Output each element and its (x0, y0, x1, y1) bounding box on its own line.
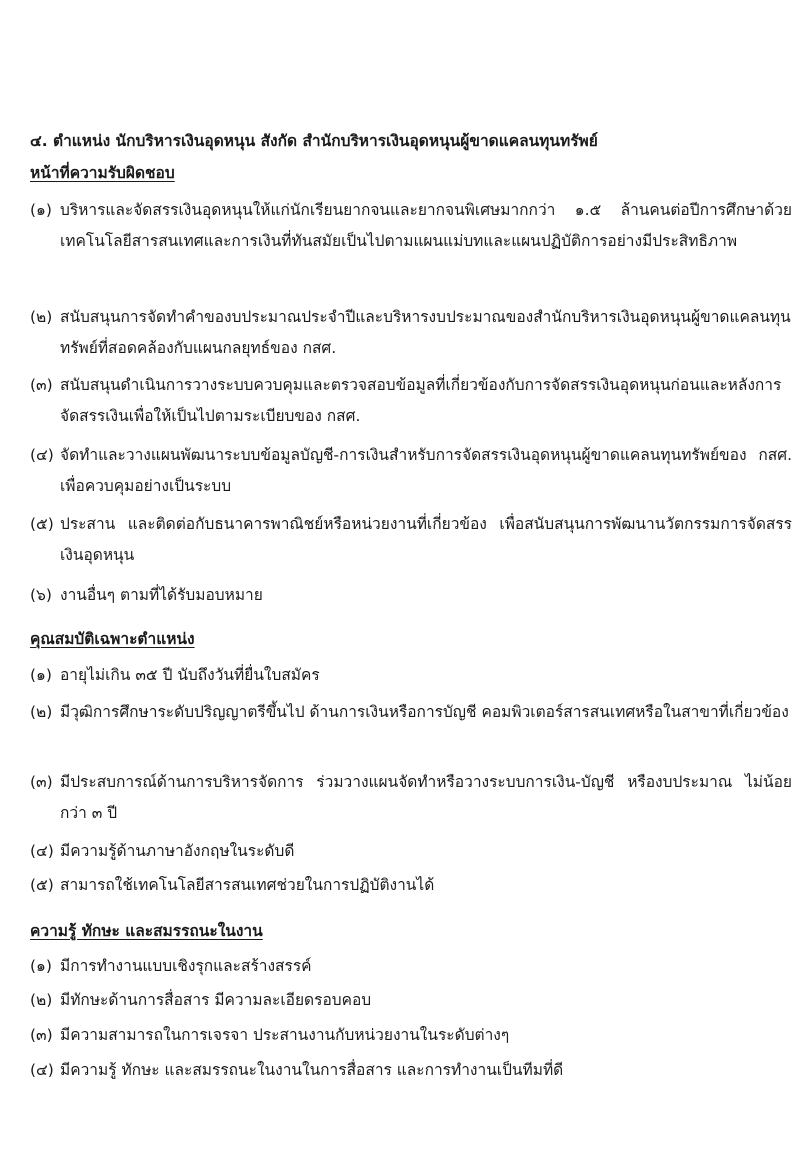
list-item-text: มีวุฒิการศึกษาระดับปริญญาตรีขึ้นไป ด้านการเงินหรือการบัญชี คอมพิวเตอร์สารสนเทศหรือในสาขาที่เกี่ยวข้อง (60, 703, 789, 721)
list-item-number: (๔) (30, 1061, 54, 1079)
list-item (30, 767, 792, 829)
list-item (30, 195, 792, 257)
list-item-text: มีความสามารถในการเจรจา ประสานงานกับหน่วยงานในระดับต่างๆ (60, 1026, 510, 1044)
list-item (30, 370, 792, 432)
list-item (30, 985, 792, 1016)
list-item-text: มีการทำงานแบบเชิงรุกและสร้างสรรค์ (60, 957, 312, 975)
section-title-responsibilities: หน้าที่ความรับผิดชอบ (30, 164, 175, 182)
position-heading: ๔. ตำแหน่ง นักบริหารเงินอุดหนุน สังกัด สำนักบริหารเงินอุดหนุนผู้ขาดแคลนทุนทรัพย์ (30, 132, 598, 150)
list-item-text: งานอื่นๆ ตามที่ได้รับมอบหมาย (60, 586, 263, 604)
list-item (30, 302, 792, 364)
list-item-text: สนับสนุนดำเนินการวางระบบควบคุมและตรวจสอบข้อมูลที่เกี่ยวข้องกับการจัดสรรเงินอุดหนุนก่อนและหลังการจัดสรรเงินเพื่อให้เป็นไปตามระเบียบของ กสศ. (60, 376, 782, 425)
list-item-number: (๑) (30, 957, 52, 975)
list-item (30, 440, 792, 502)
list-item-number: (๖) (30, 586, 52, 604)
list-item-number: (๕) (30, 876, 54, 894)
section-title-qualifications: คุณสมบัติเฉพาะตำแหน่ง (30, 630, 195, 648)
list-item-number: (๕) (30, 515, 54, 533)
list-item (30, 951, 792, 982)
list-item-number: (๓) (30, 773, 53, 791)
list-item-text: บริหารและจัดสรรเงินอุดหนุนให้แก่นักเรียนยากจนและยากจนพิเศษมากกว่า ๑.๕ ล้านคนต่อปีการศึกษาด้วยเทคโนโลยีสารสนเทศและการเงินที่ทันสมัยเป็นไปตามแผนแม่บทและแผนปฏิบัติการอย่างมีประสิทธิภาพ (60, 201, 792, 250)
list-item-text: สนับสนุนการจัดทำคำของบประมาณประจำปีและบริหารงบประมาณของสำนักบริหารเงินอุดหนุนผู้ขาดแคลนทุนทรัพย์ที่สอดคล้องกับแผนกลยุทธ์ของ กสศ. (60, 308, 791, 357)
list-item-number: (๓) (30, 1026, 53, 1044)
list-item-number: (๑) (30, 201, 52, 219)
list-item-text: มีทักษะด้านการสื่อสาร มีความละเอียดรอบคอบ (60, 991, 372, 1009)
list-item-number: (๒) (30, 991, 53, 1009)
list-item (30, 870, 792, 901)
list-item-number: (๓) (30, 376, 53, 394)
list-item-text: มีความรู้ด้านภาษาอังกฤษในระดับดี (60, 842, 295, 860)
list-item-number: (๔) (30, 446, 54, 464)
list-item-text: มีความรู้ ทักษะ และสมรรถนะในงานในการสื่อสาร และการทำงานเป็นทีมที่ดี (60, 1061, 564, 1079)
list-item-text: อายุไม่เกิน ๓๕ ปี นับถึงวันที่ยื่นใบสมัคร (60, 666, 320, 684)
list-item-text: สามารถใช้เทคโนโลยีสารสนเทศช่วยในการปฏิบัติงานได้ (60, 876, 435, 894)
list-item (30, 697, 792, 728)
list-item (30, 580, 792, 611)
list-item (30, 1055, 792, 1086)
list-item-text: ประสาน และติดต่อกับธนาคารพาณิชย์หรือหน่วยงานที่เกี่ยวข้อง เพื่อสนับสนุนการพัฒนานวัตกรรมการจัดสรรเงินอุดหนุน (60, 515, 792, 564)
list-item-number: (๒) (30, 308, 53, 326)
section-title-competencies: ความรู้ ทักษะ และสมรรถนะในงาน (30, 922, 263, 940)
list-item (30, 509, 792, 571)
list-item-number: (๒) (30, 703, 53, 721)
list-item (30, 836, 792, 867)
list-item (30, 660, 792, 691)
list-item-number: (๔) (30, 842, 54, 860)
list-item-text: มีประสบการณ์ด้านการบริหารจัดการ ร่วมวางแผนจัดทำหรือวางระบบการเงิน-บัญชี หรืองบประมาณ ไม่น้อยกว่า ๓ ปี (60, 773, 792, 822)
list-item-text: จัดทำและวางแผนพัฒนาระบบข้อมูลบัญชี-การเงินสำหรับการจัดสรรเงินอุดหนุนผู้ขาดแคลนทุนทรัพย์ของ กสศ. เพื่อควบคุมอย่างเป็นระบบ (60, 446, 792, 495)
list-item-number: (๑) (30, 666, 52, 684)
list-item (30, 1020, 792, 1051)
